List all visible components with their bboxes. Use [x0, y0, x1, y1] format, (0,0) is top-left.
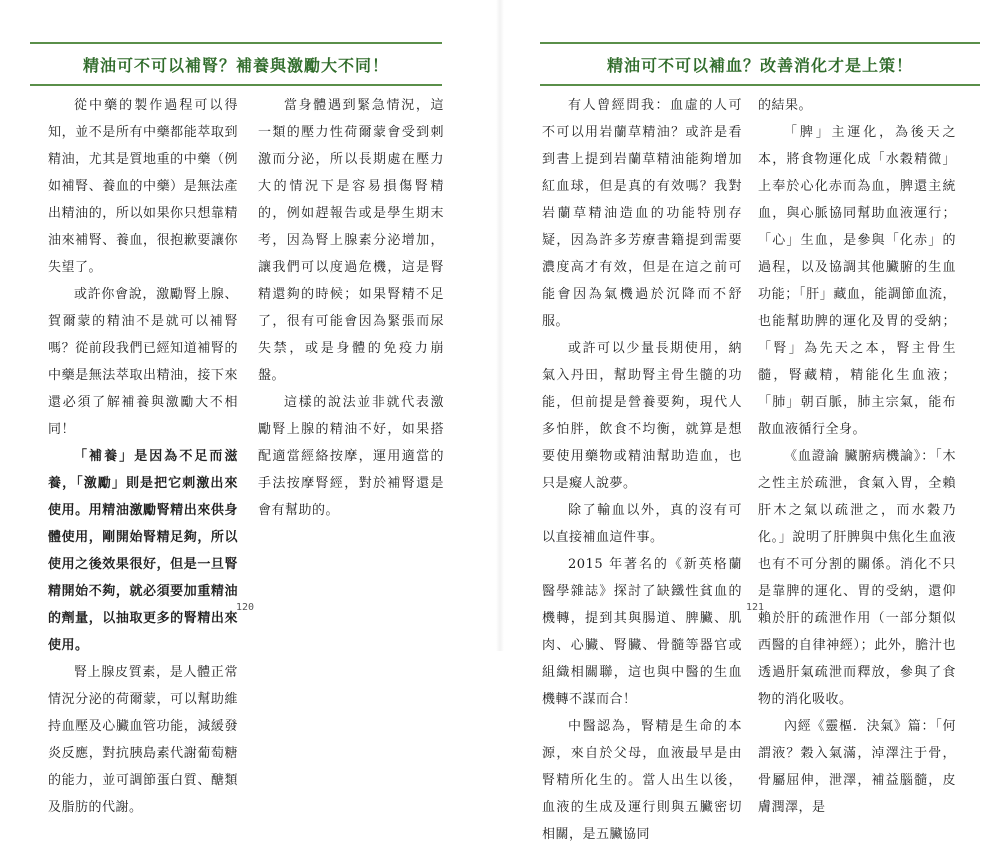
page-number-right: 121 — [746, 602, 765, 613]
right-page — [500, 0, 1000, 842]
left-page — [0, 0, 500, 815]
paragraph: 或許你會說，激勵腎上腺、賀爾蒙的精油不是就可以補腎嗎？從前段我們已經知道補腎的中藥是無法萃取出精油，接下來還必須了解補養與激勵大不相同！ — [48, 287, 238, 437]
paragraph: 這樣的說法並非就代表激勵腎上腺的精油不好，如果搭配適當經絡按摩，運用適當的手法按摩腎經，對於補腎還是會有幫助的。 — [258, 395, 444, 518]
right-page-title: 精油可不可以補血？改善消化才是上策！ — [540, 42, 980, 86]
right-column-2 — [758, 92, 956, 821]
paragraph: 當身體遇到緊急情況，這一類的壓力性荷爾蒙會受到刺激而分泌，所以長期處在壓力大的情況下是容易損傷腎精的，例如趕報告或是學生期末考，因為腎上腺素分泌增加，讓我們可以度過危機，這是腎精還夠的時候；如果腎精不足了，很有可能會因為緊張而尿失禁，或是身體的免疫力崩盤。 — [258, 98, 444, 383]
paragraph: 腎上腺皮質素，是人體正常情況分泌的荷爾蒙，可以幫助維持血壓及心臟血管功能，減緩發炎反應，對抗胰島素代謝葡萄糖的能力，並可調節蛋白質、醣類及脂肪的代謝。 — [48, 665, 238, 815]
paragraph: 內經《靈樞．決氣》篇：「何謂液？穀入氣滿，淖澤注于骨，骨屬屈伸，泄澤，補益腦髓，皮膚潤澤，是 — [758, 719, 956, 815]
paragraph: 或許可以少量長期使用，納氣入丹田，幫助腎主骨生髓的功能，但前提是營養要夠，現代人多怕胖，飲食不均衡，就算是想要使用藥物或精油幫助造血，也只是癡人說夢。 — [542, 341, 742, 491]
paragraph: 2015 年著名的《新英格蘭醫學雜誌》探討了缺鐵性貧血的機轉，提到其與腸道、脾臟、肌肉、心臟、腎臟、骨髓等器官或組織相關聯，這也與中醫的生血機轉不謀而合！ — [542, 557, 742, 707]
paragraph: 從中藥的製作過程可以得知，並不是所有中藥都能萃取到精油，尤其是質地重的中藥（例如補腎、養血的中藥）是無法產出精油的，所以如果你只想靠精油來補腎、養血，很抱歉要讓你失望了。 — [48, 98, 238, 275]
paragraph: 「脾」主運化，為後天之本，將食物運化成「水穀精微」上奉於心化赤而為血，脾還主統血，與心脈協同幫助血液運行；「心」生血，是參與「化赤」的過程，以及協調其他臟腑的生血功能；「肝」藏血，能調節血流，也能幫助脾的運化及胃的受納；「腎」為先天之本，腎主骨生髓，腎藏精，精能化生血液；「肺」朝百脈，肺主宗氣，能布散血液循行全身。 — [758, 125, 956, 437]
paragraph: 「補養」是因為不足而滋養，「激勵」則是把它刺激出來使用。用精油激勵腎精出來供身體使用，剛開始腎精足夠，所以使用之後效果很好，但是一旦腎精開始不夠，就必須要加重精油的劑量，以抽取更多的腎精出來使用。 — [48, 449, 238, 653]
left-column-2 — [258, 92, 444, 524]
paragraph: 中醫認為，腎精是生命的本源，來自於父母，血液最早是由腎精所化生的。當人出生以後，血液的生成及運行則與五臟密切相關，是五臟協同 — [542, 719, 742, 842]
paragraph: 除了輸血以外，真的沒有可以直接補血這件事。 — [542, 503, 742, 545]
left-page-title: 精油可不可以補腎？補養與激勵大不同！ — [30, 42, 442, 86]
paragraph: 有人曾經問我：血虛的人可不可以用岩蘭草精油？或許是看到書上提到岩蘭草精油能夠增加紅血球，但是真的有效嗎？我對岩蘭草精油造血的功能特別存疑，因為許多芳療書籍提到需要濃度高才有效，但是在這之前可能會因為氣機過於沉降而不舒服。 — [542, 98, 742, 329]
right-column-1 — [542, 92, 742, 848]
paragraph: 《血證論 臟腑病機論》：「木之性主於疏泄，食氣入胃，全賴肝木之氣以疏泄之，而水穀乃化。」說明了肝脾與中焦化生血液也有不可分割的關係。消化不只是靠脾的運化、胃的受納，還仰賴於肝的疏泄作用（一部分類似西醫的自律神經）；此外，膽汁也透過肝氣疏泄而釋放，參與了食物的消化吸收。 — [758, 449, 956, 707]
left-column-1 — [48, 92, 238, 821]
paragraph: 的結果。 — [758, 98, 813, 113]
page-number-left: 120 — [236, 602, 255, 613]
